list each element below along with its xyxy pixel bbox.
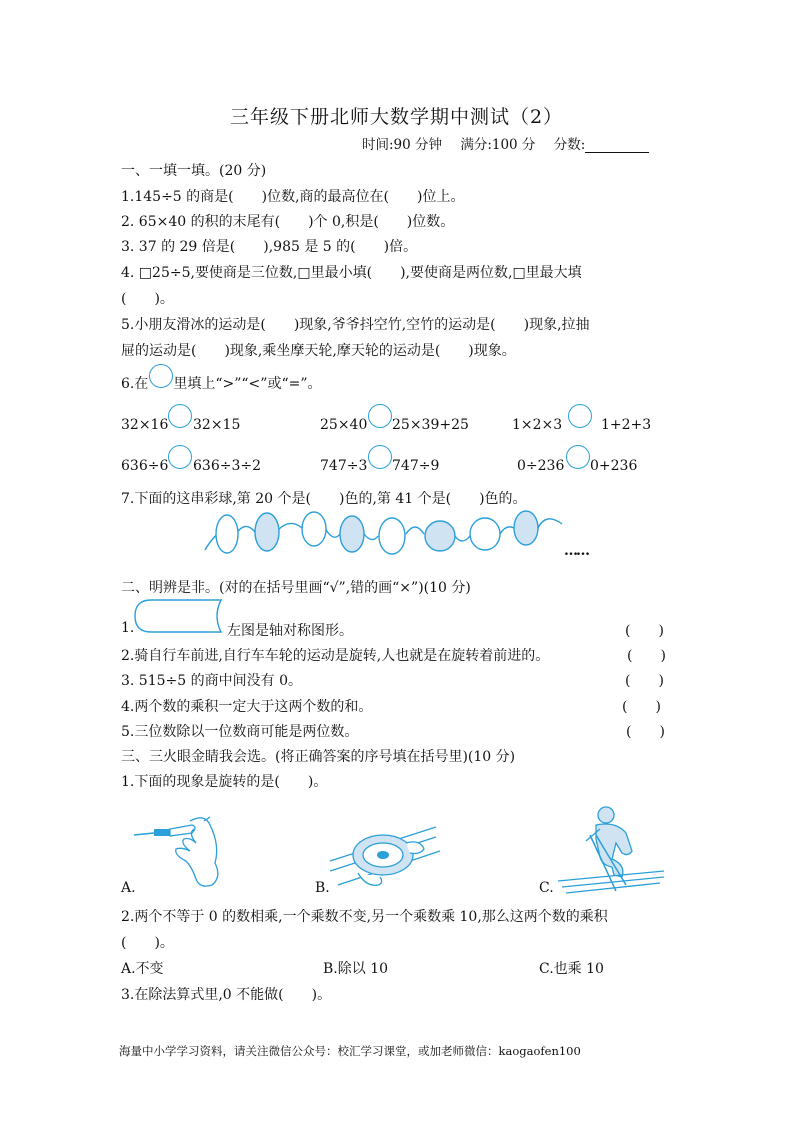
q6-prefix: 6.在 — [121, 376, 149, 392]
compare-right: 32×15 — [193, 417, 241, 433]
choice-question-3: 3.在除法算式里,0 不能做( )。 — [121, 987, 332, 1003]
compare-circle[interactable] — [368, 445, 392, 469]
question-1-7: 7.下面的这串彩球,第 20 个是( )色的,第 41 个是( )色的。 — [121, 491, 527, 507]
judge-item-5: 5.三位数除以一位数商可能是两位数。 — [121, 724, 359, 740]
q6-suffix: 里填上“>”“<”或“=”。 — [173, 376, 322, 392]
ball — [340, 516, 364, 552]
ball — [514, 511, 538, 545]
circle-icon — [149, 364, 173, 388]
compare-left: 636÷6 — [121, 458, 169, 474]
judge-item-2: 2.骑自行车前进,自行车车轮的运动是旋转,人也就是在旋转着前进的。 — [121, 648, 550, 664]
time-limit: 时间:90 分钟 — [362, 137, 443, 153]
rounded-shape-figure — [133, 598, 229, 634]
steering-wheel-figure — [328, 815, 443, 895]
section1-heading: 一、一填一填。(20 分) — [121, 163, 267, 179]
score-label: 分数: — [553, 137, 586, 153]
compare-left: 25×40 — [320, 417, 368, 433]
compare-left: 1×2×3 — [512, 417, 563, 433]
ellipsis: …… — [564, 543, 588, 559]
question-1-2: 2. 65×40 的积的末尾有( )个 0,积是( )位数。 — [121, 214, 455, 230]
compare-right: 0+236 — [590, 458, 638, 474]
score-field[interactable] — [585, 138, 649, 153]
question-1-4-cont: ( )。 — [121, 291, 174, 307]
choice-question-1: 1.下面的现象是旋转的是( )。 — [121, 774, 328, 790]
page-title: 三年级下册北师大数学期中测试（2） — [229, 106, 564, 128]
question-1-5-cont: 屉的运动是( )现象,乘坐摩天轮,摩天轮的运动是( )现象。 — [121, 343, 516, 359]
judge-item-1-text: 左图是轴对称图形。 — [227, 623, 353, 639]
compare-circle[interactable] — [168, 445, 192, 469]
footer-code: kaogaofen100 — [498, 1044, 581, 1058]
question-1-6 — [121, 373, 322, 393]
option-b-label[interactable]: B.除以 10 — [323, 961, 389, 977]
compare-circle[interactable] — [566, 445, 590, 469]
compare-left: 0÷236 — [517, 458, 565, 474]
judge-paren[interactable]: ( ) — [625, 673, 664, 689]
ball — [379, 518, 405, 554]
judge-paren[interactable]: ( ) — [625, 623, 664, 639]
option-a-label[interactable]: A. — [121, 880, 136, 896]
ball — [302, 512, 326, 546]
ball — [255, 513, 279, 551]
exam-meta — [362, 133, 663, 153]
judge-paren[interactable]: ( ) — [627, 648, 666, 664]
question-1-1: 1.145÷5 的商是( )位数,商的最高位在( )位上。 — [121, 189, 465, 205]
ball — [216, 515, 238, 553]
full-score: 满分:100 分 — [460, 137, 536, 153]
compare-right: 747÷9 — [392, 458, 440, 474]
compare-left: 747÷3 — [320, 458, 368, 474]
ball — [425, 521, 455, 551]
option-c-label[interactable]: C. — [539, 880, 554, 896]
footer-note — [119, 1043, 581, 1059]
choice-question-2-cont: ( )。 — [121, 935, 174, 951]
question-1-4: 4. □25÷5,要使商是三位数,□里最小填( ),要使商是两位数,□里最大填 — [121, 265, 582, 281]
compare-right: 25×39+25 — [392, 417, 469, 433]
balls-string-figure — [200, 510, 570, 560]
hand-top-figure — [130, 815, 250, 895]
judge-item-4: 4.两个数的乘积一定大于这两个数的和。 — [121, 699, 373, 715]
judge-item-1-num: 1. — [121, 620, 135, 636]
option-a-label[interactable]: A.不变 — [121, 961, 164, 977]
option-c-label[interactable]: C.也乘 10 — [539, 961, 604, 977]
footer-text: 海量中小学学习资料，请关注微信公众号：校汇学习课堂，或加老师微信： — [119, 1044, 499, 1058]
question-1-5: 5.小朋友滑冰的运动是( )现象,爷爷抖空竹,空竹的运动是( )现象,拉抽 — [121, 317, 590, 333]
skier-figure — [556, 805, 666, 895]
compare-right: 1+2+3 — [601, 417, 652, 433]
compare-right: 636÷3÷2 — [193, 458, 261, 474]
compare-left: 32×16 — [121, 417, 169, 433]
section3-heading: 三、三火眼金睛我会选。(将正确答案的序号填在括号里)(10 分) — [121, 749, 516, 765]
ball — [470, 518, 500, 550]
compare-circle[interactable] — [168, 404, 192, 428]
judge-paren[interactable]: ( ) — [626, 724, 665, 740]
judge-paren[interactable]: ( ) — [622, 699, 661, 715]
compare-circle[interactable] — [568, 404, 592, 428]
judge-item-3: 3. 515÷5 的商中间没有 0。 — [121, 673, 302, 689]
section2-heading: 二、明辨是非。(对的在括号里画“√”,错的画“×”)(10 分) — [121, 580, 471, 596]
compare-circle[interactable] — [368, 404, 392, 428]
question-1-3: 3. 37 的 29 倍是( ),985 是 5 的( )倍。 — [121, 239, 418, 255]
option-b-label[interactable]: B. — [315, 880, 330, 896]
q6-circle-sample — [148, 374, 173, 388]
choice-question-2: 2.两个不等于 0 的数相乘,一个乘数不变,另一个乘数乘 10,那么这两个数的乘积 — [121, 909, 608, 925]
